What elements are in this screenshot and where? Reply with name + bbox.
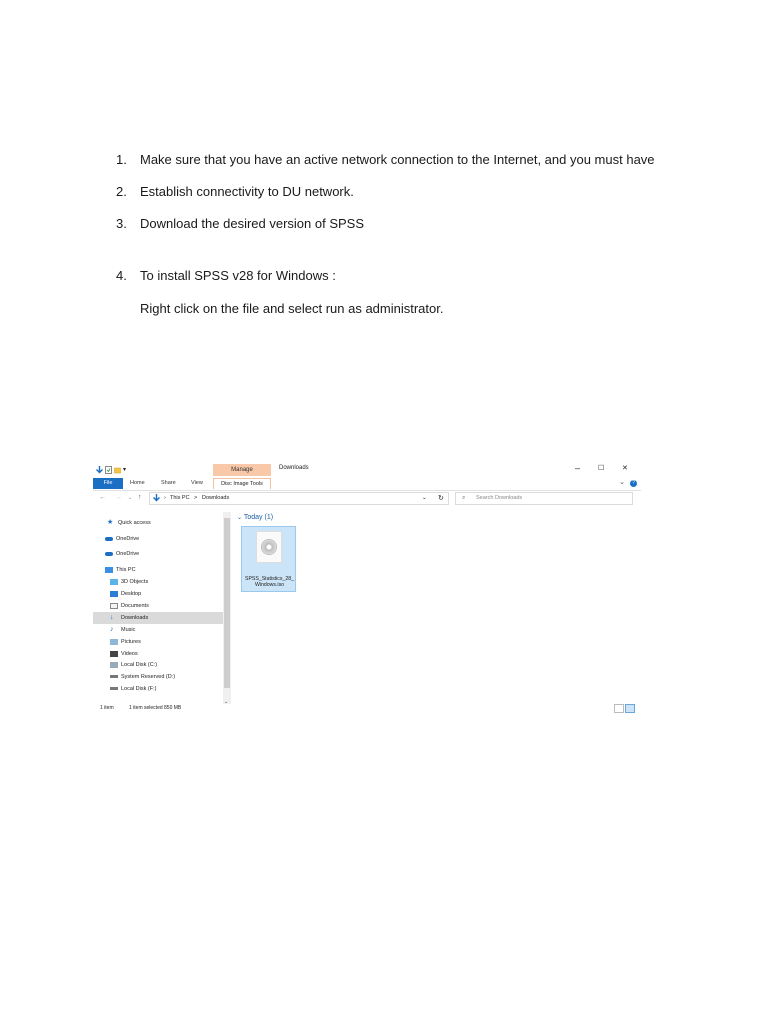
minimize-button[interactable]: – (575, 463, 581, 473)
computer-icon (105, 567, 113, 573)
step-2-text: Establish connectivity to DU network. (140, 184, 354, 199)
cloud-icon (105, 537, 113, 541)
address-bar[interactable] (149, 492, 449, 505)
nav-label-pictures: Pictures (121, 639, 141, 645)
quick-access-toolbar (96, 465, 130, 475)
drive-icon (110, 675, 118, 678)
drive-icon (110, 687, 118, 690)
tab-share[interactable]: Share (161, 480, 176, 486)
film-icon (110, 651, 118, 657)
nav-item-pictures[interactable] (110, 637, 141, 648)
status-selected: 1 item selected 850 MB (129, 705, 182, 711)
nav-item-desktop[interactable] (110, 589, 141, 600)
nav-label-this-pc: This PC (116, 567, 136, 573)
refresh-icon[interactable]: ↻ (438, 495, 444, 502)
nav-label-local-disk-f: Local Disk (F:) (121, 686, 157, 692)
maximize-button[interactable]: ☐ (598, 465, 605, 472)
nav-label-music: Music (121, 627, 136, 633)
title-bar (93, 462, 641, 478)
expand-ribbon-icon[interactable]: ⌄ (619, 479, 625, 486)
download-icon: ↓ (110, 613, 114, 621)
nav-label-desktop: Desktop (121, 591, 142, 597)
search-icon: ⌕ (462, 495, 466, 501)
nav-item-onedrive-2[interactable] (105, 549, 139, 560)
step-1-number: 1. (116, 152, 127, 167)
close-button[interactable]: ✕ (622, 465, 628, 472)
step-2-number: 2. (116, 184, 127, 199)
nav-item-system-reserved-d[interactable] (110, 672, 175, 683)
new-folder-icon[interactable] (114, 466, 121, 474)
nav-item-quick-access[interactable] (107, 518, 151, 529)
status-item-count: 1 item (100, 705, 114, 711)
customize-toolbar-icon[interactable]: ▾ (123, 467, 127, 473)
breadcrumb-this-pc[interactable]: This PC (170, 495, 190, 501)
file-explorer-window (93, 462, 641, 714)
file-name: SPSS_Statistics_28_Windows.iso (244, 576, 295, 588)
large-icons-view-icon[interactable] (625, 704, 635, 713)
nav-scrollbar-thumb[interactable] (224, 518, 230, 688)
nav-label-onedrive-2: OneDrive (116, 551, 140, 557)
nav-item-local-disk-f[interactable] (110, 684, 156, 695)
nav-scrollbar[interactable] (223, 512, 231, 704)
nav-label-onedrive-1: OneDrive (116, 536, 140, 542)
folder-download-icon (153, 494, 160, 505)
navigation-pane (93, 512, 231, 704)
manage-tab[interactable]: Manage (213, 464, 271, 476)
nav-label-downloads: Downloads (121, 615, 149, 621)
breadcrumb-separator-icon: › (164, 495, 166, 501)
tab-disc-image-tools[interactable]: Disc Image Tools (213, 478, 271, 489)
window-title: Downloads (279, 465, 309, 471)
details-view-icon[interactable] (614, 704, 624, 713)
download-arrow-icon[interactable] (96, 466, 103, 474)
nav-label-documents: Documents (121, 603, 149, 609)
music-note-icon: ♪ (110, 625, 114, 633)
breadcrumb-separator: > (194, 495, 198, 501)
back-arrow-icon[interactable]: ← (99, 494, 106, 501)
search-placeholder: Search Downloads (476, 495, 523, 501)
step-3-text: Download the desired version of SPSS (140, 216, 365, 231)
up-arrow-icon[interactable]: ↑ (138, 494, 142, 501)
file-item[interactable] (241, 526, 296, 592)
chevron-down-icon: ⌄ (237, 515, 243, 521)
star-icon: ★ (107, 518, 114, 526)
group-header-label: Today (1) (243, 514, 274, 521)
address-row (93, 492, 641, 507)
step-4-text: To install SPSS v28 for Windows : (140, 268, 336, 283)
cube-icon (110, 579, 118, 585)
recent-dropdown-icon[interactable]: ⌄ (128, 495, 133, 501)
forward-arrow-icon[interactable]: → (115, 494, 122, 501)
document-icon (110, 603, 118, 609)
search-box[interactable] (455, 492, 633, 505)
desktop-icon (110, 591, 118, 597)
nav-label-videos: Videos (121, 651, 138, 657)
help-icon[interactable]: ? (630, 480, 637, 487)
drive-icon (110, 662, 118, 668)
address-dropdown-icon[interactable]: ⌄ (422, 495, 427, 501)
tab-view[interactable]: View (191, 480, 203, 486)
disc-image-file-icon (256, 531, 282, 563)
tab-file[interactable]: File (93, 478, 123, 489)
step-4-subtext: Right click on the file and select run as administrator. (140, 301, 444, 316)
nav-item-local-disk-c[interactable] (110, 660, 157, 671)
nav-item-this-pc[interactable] (105, 565, 136, 576)
breadcrumb-downloads[interactable]: Downloads (202, 495, 230, 501)
nav-item-videos[interactable] (110, 649, 138, 660)
tab-home[interactable]: Home (130, 480, 145, 486)
nav-label-system-reserved-d: System Reserved (D:) (121, 674, 176, 680)
nav-item-3d-objects[interactable] (110, 577, 148, 588)
nav-label-3d-objects: 3D Objects (121, 579, 149, 585)
ribbon-tabs (93, 478, 641, 491)
nav-item-downloads[interactable] (110, 613, 148, 624)
nav-item-music[interactable] (110, 625, 135, 636)
step-3-number: 3. (116, 216, 127, 231)
nav-item-onedrive-1[interactable] (105, 534, 139, 545)
status-bar (93, 704, 641, 714)
scroll-down-icon[interactable]: ⌄ (224, 699, 229, 705)
cloud-icon (105, 552, 113, 556)
step-1-text: Make sure that you have an active network connection to the Internet, and you must have (140, 152, 655, 167)
properties-icon[interactable] (105, 466, 112, 474)
nav-label-local-disk-c: Local Disk (C:) (121, 662, 158, 668)
picture-icon (110, 639, 118, 645)
nav-label-quick-access: Quick access (118, 520, 151, 526)
step-4-number: 4. (116, 268, 127, 283)
group-header-today[interactable] (237, 514, 273, 521)
nav-item-documents[interactable] (110, 601, 149, 612)
disc-icon (261, 539, 277, 555)
